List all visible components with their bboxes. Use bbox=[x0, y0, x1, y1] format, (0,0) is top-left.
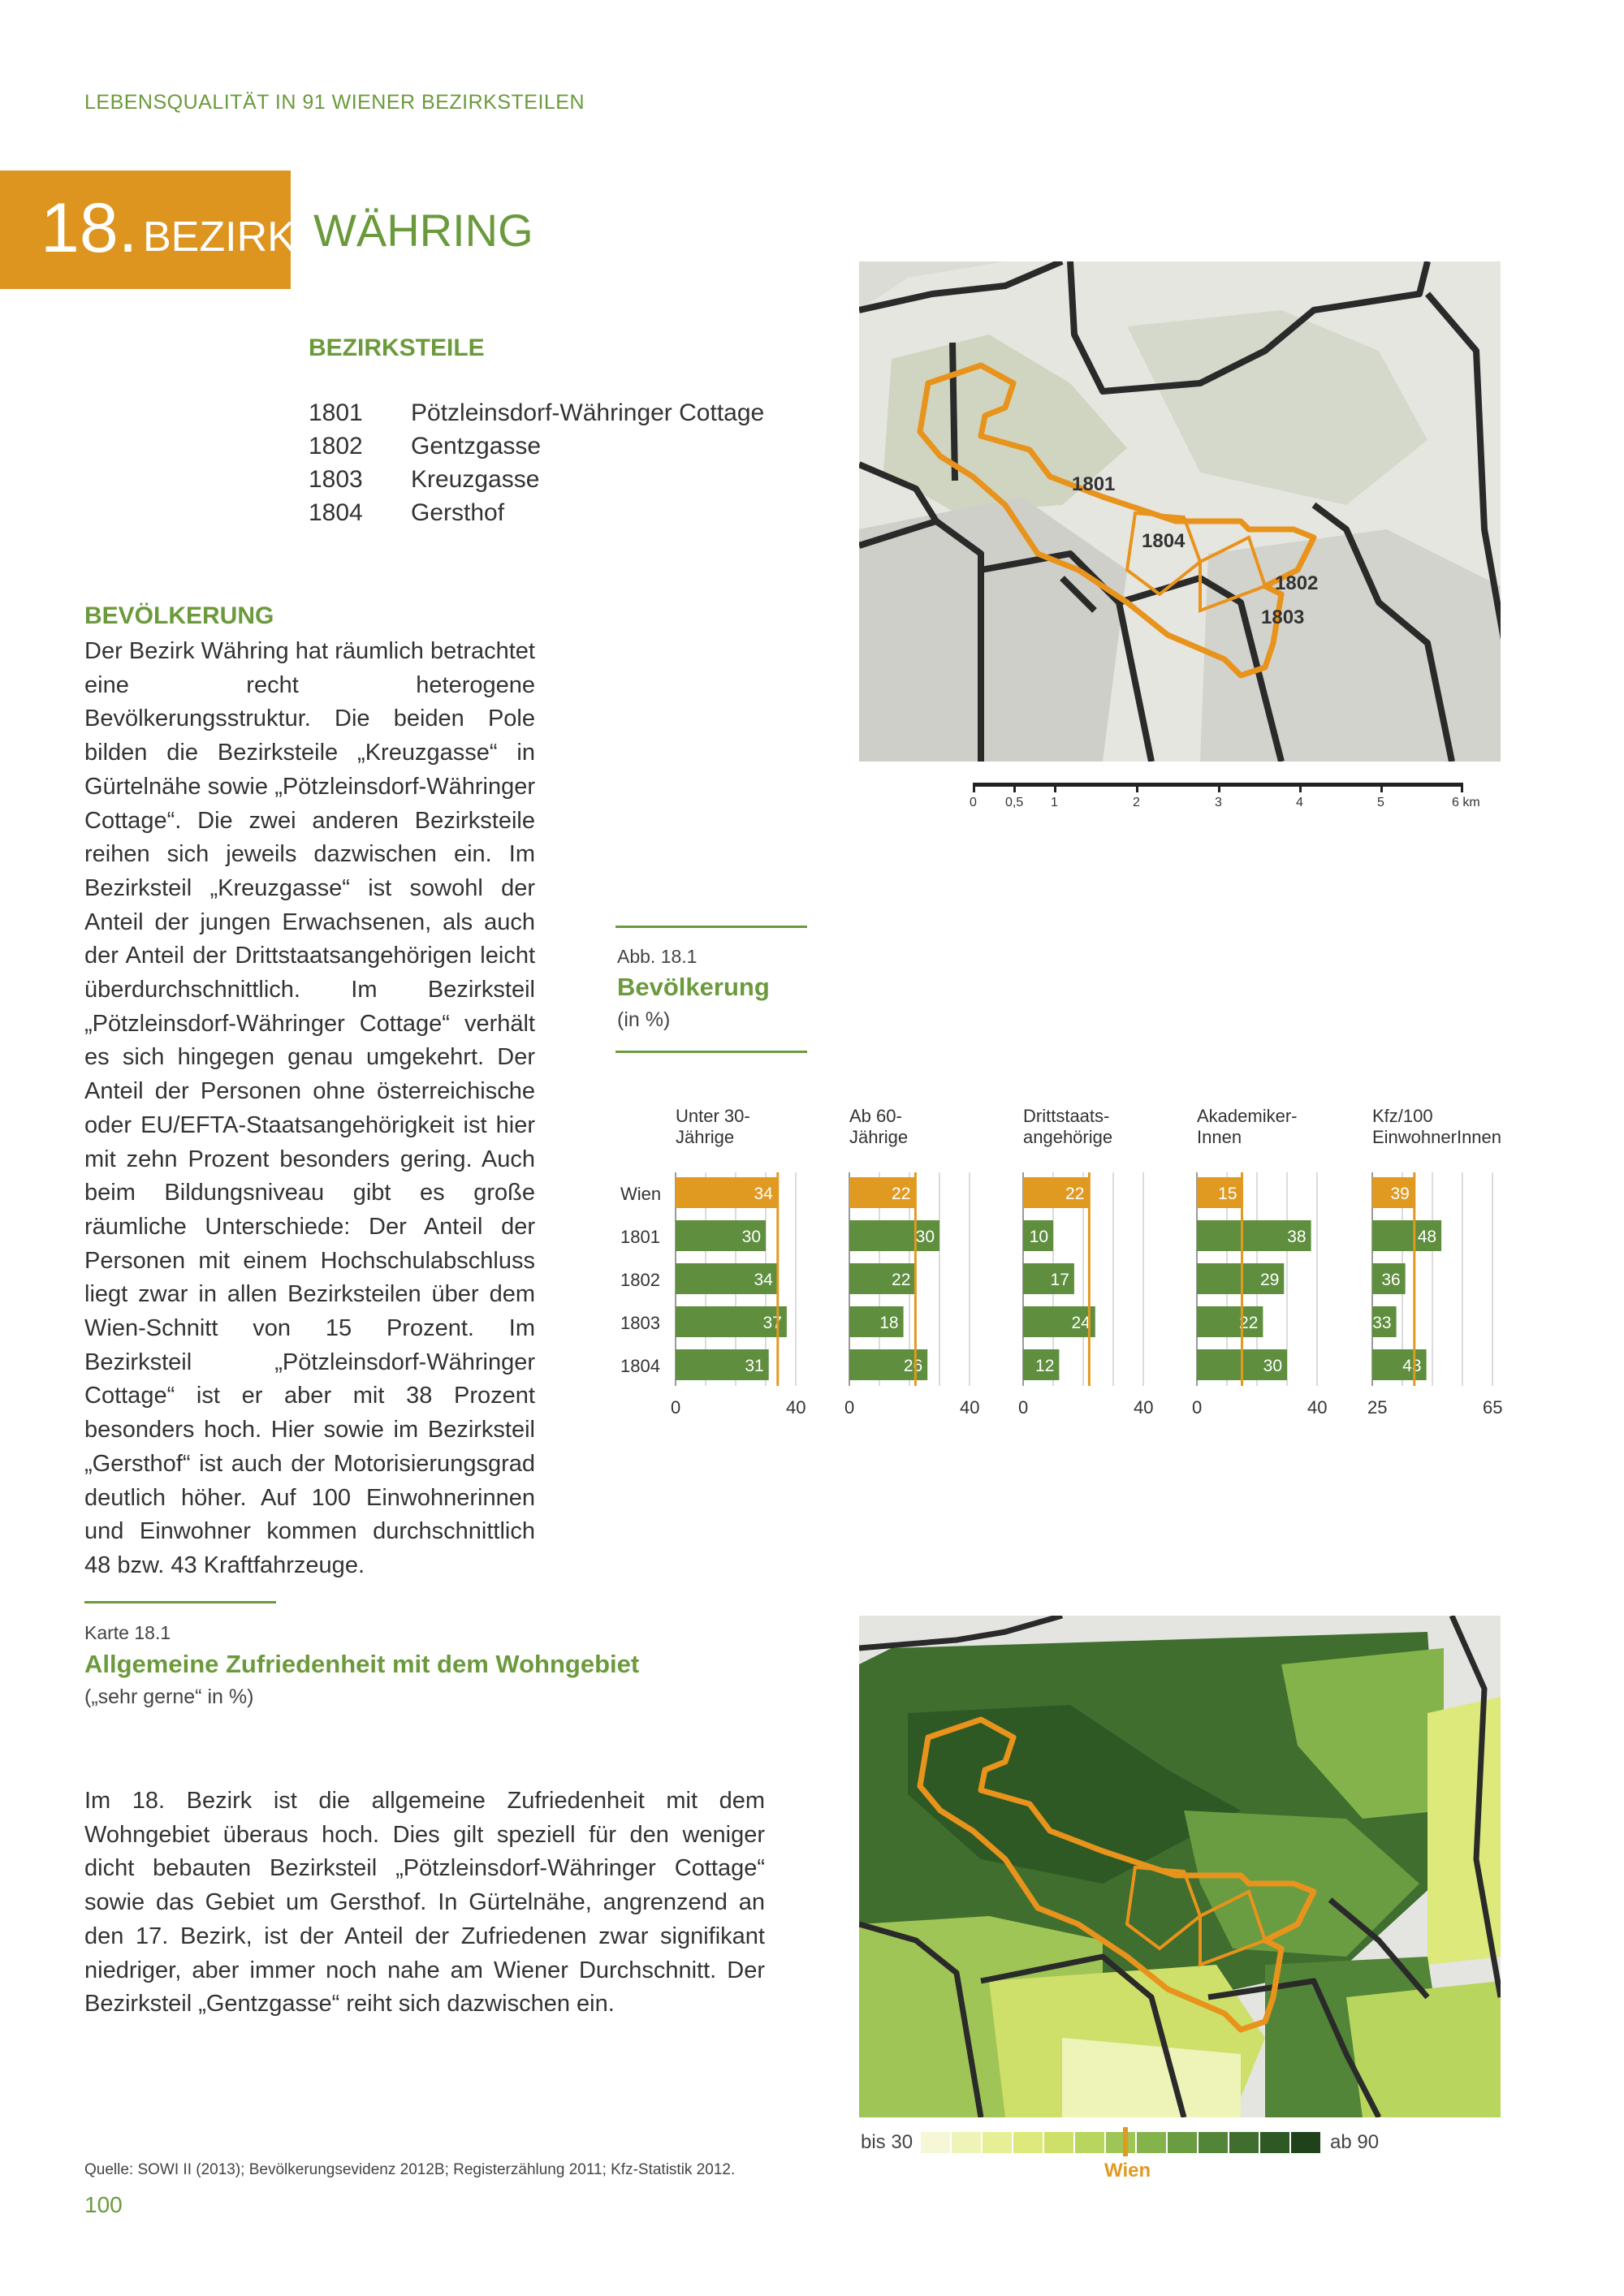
figure-title: Bevölkerung bbox=[617, 973, 770, 1001]
category-label: 1803 bbox=[620, 1313, 660, 1333]
bar-value-label: 22 bbox=[1065, 1185, 1085, 1203]
bar-value-label: 22 bbox=[892, 1271, 911, 1289]
bezirksteile-heading: BEZIRKSTEILE bbox=[309, 334, 485, 361]
panel-title: Ab 60- bbox=[849, 1106, 902, 1126]
axis-tick-label: 0 bbox=[1192, 1397, 1203, 1418]
category-label: 1804 bbox=[620, 1356, 660, 1376]
legend-swatch bbox=[921, 2132, 950, 2153]
legend-swatch bbox=[1199, 2132, 1228, 2153]
legend-high-label: ab 90 bbox=[1330, 2131, 1380, 2153]
figure-label: Abb. 18.1 bbox=[617, 946, 698, 967]
bar-value-label: 36 bbox=[1381, 1271, 1401, 1289]
district-name: WÄHRING bbox=[313, 205, 533, 256]
bar-value-label: 29 bbox=[1259, 1271, 1280, 1289]
panel-title: Akademiker- bbox=[1197, 1106, 1298, 1126]
panel-title: Jährige bbox=[676, 1127, 735, 1147]
karte-label: Karte 18.1 bbox=[84, 1622, 171, 1643]
bar-value-label: 34 bbox=[754, 1185, 773, 1203]
legend-low-label: bis 30 bbox=[861, 2131, 914, 2153]
list-item bbox=[309, 396, 764, 429]
legend-swatch bbox=[983, 2132, 1012, 2153]
bezirksteile-list bbox=[309, 396, 764, 529]
karte-text: Im 18. Bezirk ist die allgemeine Zufriedenheit mit dem Wohngebiet überaus hoch. Dies gilt speziell für den weniger dicht bebauten Bezirksteil „Pötzleinsdorf-Währinger Cottage“ sowie das Gebiet um Gersthof. In Gürtelnähe, angrenzend an den 17. Bezirk, ist der Anteil der Zufriedenen zwar signifikant niedriger, aber immer noch nahe am Wiener Durchschnitt. Der Bezirksteil „Gentzgasse“ reiht sich dazwischen ein. bbox=[84, 1788, 765, 2018]
part-code: 1801 bbox=[309, 399, 363, 426]
bevoelkerung-text: Der Bezirk Währing hat räumlich betrachtet eine recht heterogene Bevölkerungsstruktur. Die beiden Pole bilden die Bezirksteile „Kreuzgasse“ in Gürtelnähe sowie „Pötzleinsdorf-Währinger Cottage“. Die zwei anderen Bezirksteile reihen sich jeweils dazwischen ein. Im Bezirksteil „Kreuzgasse“ ist sowohl der Anteil der jungen Erwachsenen, als auch der Anteil der Drittstaatsangehörigen leicht überdurchschnittlich. Im Bezirksteil „Pötzleinsdorf-Währinger Cottage“ verhält es sich hingegen genau umgekehrt. Der Anteil der Personen ohne österreichische oder EU/EFTA-Staatsangehörigkeit ist hier mit zehn Prozent besonders gering. Auch beim Bildungsniveau gibt es große räumliche Unterschiede: Der Anteil der Personen mit einem Hochschulabschluss liegt zwar in allen Bezirksteilen über dem Wien-Schnitt von 15 Prozent. Im Bezirksteil „Pötzleinsdorf-Währinger Cottage“ ist er aber mit 38 Prozent besonders hoch. Hier sowie im Bezirksteil „Gersthof“ ist auch der Motorisierungsgrad deutlich höher. Auf 100 Einwohnerinnen und Einwohner kommen durchschnittlich 48 bzw. 43 Kraftfahrzeuge. bbox=[84, 638, 535, 1578]
list-item bbox=[309, 496, 764, 529]
legend-swatch bbox=[1137, 2132, 1166, 2153]
axis-tick-label: 65 bbox=[1483, 1397, 1503, 1418]
scale-tick: 4 bbox=[1296, 796, 1303, 809]
legend-swatch bbox=[1229, 2132, 1259, 2153]
scale-tick: 2 bbox=[1133, 796, 1140, 809]
legend-swatch bbox=[1291, 2132, 1320, 2153]
panel-title: EinwohnerInnen bbox=[1372, 1127, 1502, 1147]
bar-value-label: 37 bbox=[762, 1314, 782, 1332]
bar-value-label: 17 bbox=[1050, 1271, 1069, 1289]
figure-rule-bottom bbox=[615, 1051, 807, 1053]
legend-color-scale bbox=[921, 2132, 1322, 2153]
part-name: Gersthof bbox=[411, 499, 505, 526]
bar-value-label: 26 bbox=[903, 1357, 923, 1375]
axis-tick-label: 40 bbox=[960, 1397, 980, 1418]
panel-title: Unter 30- bbox=[676, 1106, 750, 1126]
scale-tick: 6 km bbox=[1452, 796, 1480, 809]
bar-value-label: 24 bbox=[1071, 1314, 1091, 1332]
legend-wien-marker bbox=[1123, 2127, 1128, 2156]
category-label: Wien bbox=[620, 1184, 662, 1204]
category-label: 1801 bbox=[620, 1227, 660, 1247]
district-overview-map bbox=[859, 261, 1501, 762]
figure-unit: (in %) bbox=[617, 1008, 671, 1031]
list-item bbox=[309, 429, 764, 463]
scale-tick: 0,5 bbox=[1005, 796, 1024, 809]
scale-tick: 0 bbox=[970, 796, 977, 809]
scale-tick: 3 bbox=[1215, 796, 1222, 809]
bar-value-label: 22 bbox=[892, 1185, 911, 1203]
scale-tick: 5 bbox=[1377, 796, 1384, 809]
map-label-1804: 1804 bbox=[1142, 530, 1186, 552]
district-number-box bbox=[0, 170, 296, 289]
bar-value-label: 34 bbox=[754, 1271, 773, 1289]
axis-tick-label: 25 bbox=[1367, 1397, 1388, 1418]
bar-value-label: 31 bbox=[745, 1357, 764, 1375]
axis-tick-label: 40 bbox=[1307, 1397, 1328, 1418]
axis-tick-label: 40 bbox=[1134, 1397, 1154, 1418]
population-bar-chart bbox=[601, 1104, 1518, 1429]
figure-rule-top bbox=[615, 926, 807, 928]
bar-value-label: 43 bbox=[1402, 1357, 1422, 1375]
part-name: Pötzleinsdorf-Währinger Cottage bbox=[411, 399, 765, 426]
part-name: Gentzgasse bbox=[411, 433, 542, 460]
source-note: Quelle: SOWI II (2013); Bevölkerungsevidenz 2012B; Registerzählung 2011; Kfz-Statistik 2012. bbox=[84, 2161, 736, 2178]
bar-value-label: 30 bbox=[1263, 1357, 1282, 1375]
legend-swatch bbox=[1260, 2132, 1289, 2153]
map-label-1801: 1801 bbox=[1072, 473, 1116, 495]
bar-value-label: 30 bbox=[741, 1228, 761, 1246]
district-number: 18. bbox=[41, 189, 138, 267]
bevoelkerung-heading: BEVÖLKERUNG bbox=[84, 602, 274, 629]
bar-value-label: 33 bbox=[1372, 1314, 1392, 1332]
karte-rule bbox=[84, 1601, 276, 1603]
bar-value-label: 22 bbox=[1239, 1314, 1259, 1332]
list-item bbox=[309, 463, 764, 496]
axis-tick-label: 40 bbox=[786, 1397, 806, 1418]
bar-value-label: 18 bbox=[879, 1314, 899, 1332]
legend-swatch bbox=[1013, 2132, 1043, 2153]
part-code: 1804 bbox=[309, 499, 363, 526]
axis-tick-label: 0 bbox=[1018, 1397, 1029, 1418]
part-code: 1803 bbox=[309, 466, 363, 493]
map-scale-bar bbox=[970, 779, 1492, 812]
panel-title: Drittstaats- bbox=[1023, 1106, 1110, 1126]
bar-value-label: 15 bbox=[1218, 1185, 1237, 1203]
bar-value-label: 38 bbox=[1287, 1228, 1307, 1246]
legend-swatch bbox=[1168, 2132, 1197, 2153]
part-name: Kreuzgasse bbox=[411, 466, 540, 493]
panel-title: Jährige bbox=[849, 1127, 909, 1147]
map-label-1802: 1802 bbox=[1275, 572, 1319, 594]
bar-value-label: 39 bbox=[1390, 1185, 1410, 1203]
karte-title: Allgemeine Zufriedenheit mit dem Wohngebiet bbox=[84, 1650, 640, 1678]
page-number: 100 bbox=[84, 2192, 123, 2217]
panel-title: Kfz/100 bbox=[1372, 1106, 1433, 1126]
part-code: 1802 bbox=[309, 433, 363, 460]
category-label: 1802 bbox=[620, 1270, 660, 1290]
bar-value-label: 30 bbox=[915, 1228, 935, 1246]
axis-tick-label: 0 bbox=[671, 1397, 681, 1418]
panel-title: angehörige bbox=[1023, 1127, 1113, 1147]
running-header: LEBENSQUALITÄT IN 91 WIENER BEZIRKSTEILEN bbox=[84, 91, 585, 114]
scale-tick: 1 bbox=[1051, 796, 1058, 809]
legend-swatch bbox=[1075, 2132, 1104, 2153]
legend-swatch bbox=[1044, 2132, 1073, 2153]
legend-swatch bbox=[1106, 2132, 1135, 2153]
legend-swatch bbox=[952, 2132, 981, 2153]
satisfaction-map bbox=[859, 1616, 1501, 2117]
map-label-1803: 1803 bbox=[1261, 606, 1305, 628]
legend-wien-label: Wien bbox=[1104, 2160, 1151, 2182]
panel-title: Innen bbox=[1197, 1127, 1242, 1147]
karte-unit: („sehr gerne“ in %) bbox=[84, 1685, 254, 1708]
bar-value-label: 12 bbox=[1035, 1357, 1055, 1375]
bar-value-label: 10 bbox=[1029, 1228, 1048, 1246]
bar-value-label: 48 bbox=[1417, 1228, 1437, 1246]
district-word: BEZIRK bbox=[143, 214, 296, 261]
axis-tick-label: 0 bbox=[844, 1397, 855, 1418]
